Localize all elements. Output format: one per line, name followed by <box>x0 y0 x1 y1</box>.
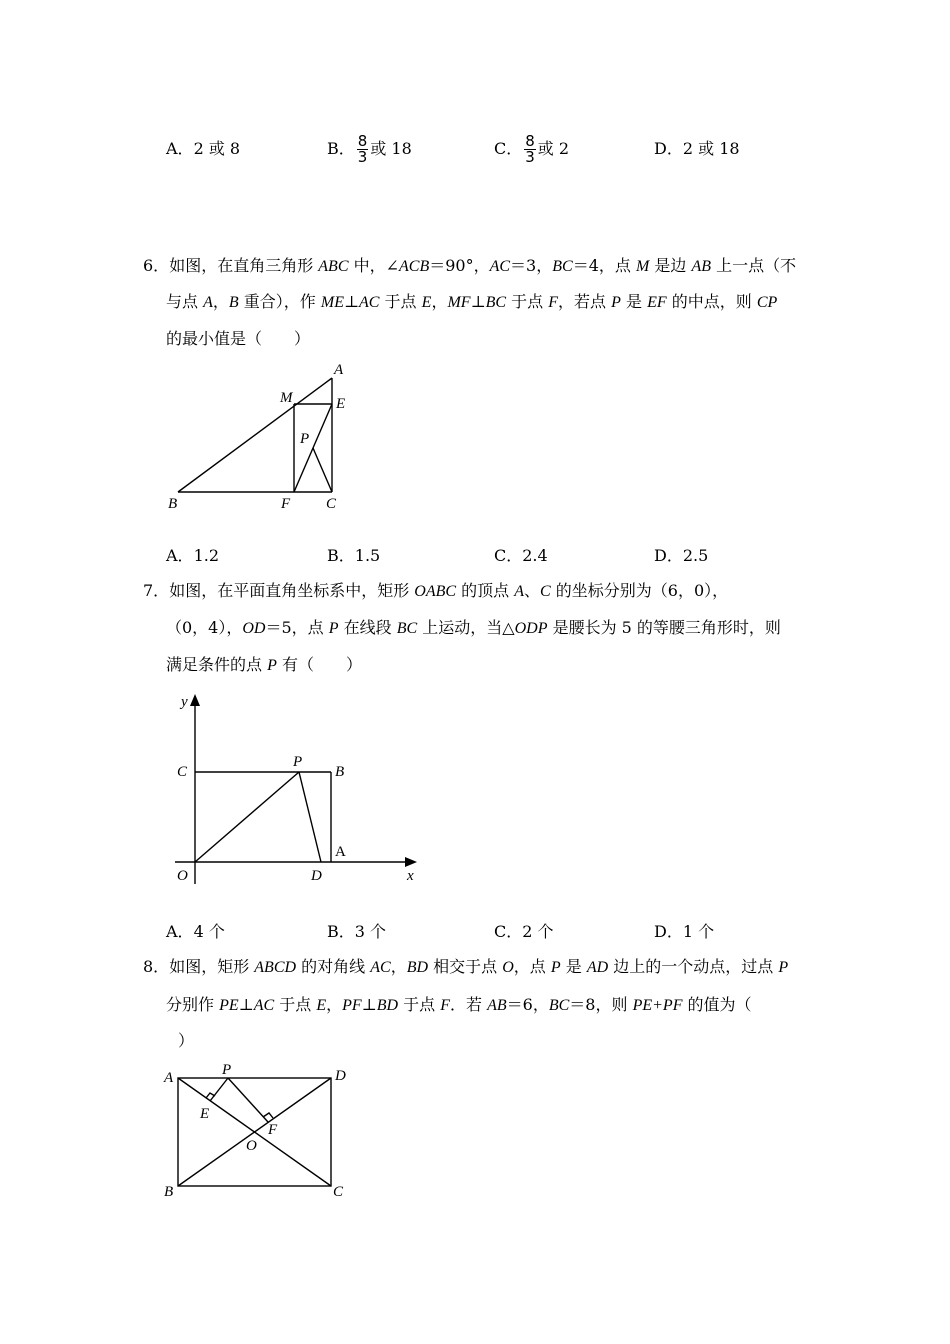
math-text: BC <box>485 294 507 311</box>
y-axis-arrow-icon <box>190 694 200 706</box>
fraction-denominator: 3 <box>357 148 368 166</box>
q6-line-2 <box>166 292 777 313</box>
q6-line-1 <box>143 256 796 277</box>
q8-figure <box>160 1060 360 1204</box>
text: 相交于点 <box>428 957 503 976</box>
option-label: C． <box>494 139 523 158</box>
math-text: P <box>778 959 789 976</box>
text: 与点 <box>166 292 204 311</box>
text: 重合），作 <box>238 292 321 311</box>
label-f: F <box>268 1122 278 1138</box>
q7-line-2 <box>166 618 781 639</box>
text: 于点 <box>506 292 549 311</box>
math-text: P <box>611 294 621 311</box>
math-text: P <box>328 620 339 637</box>
text: 分别作 <box>166 995 220 1014</box>
option-text: 3 个 <box>354 922 387 941</box>
math-text: OABC <box>414 583 457 600</box>
q6-line-3: 的最小值是（ ） <box>166 329 311 348</box>
math-text: E <box>421 294 432 311</box>
option-label: B． <box>327 546 355 565</box>
text: 是 <box>560 957 587 976</box>
q5-option-b <box>327 131 412 167</box>
math-text: O <box>502 959 514 976</box>
option-text: 2 或 8 <box>193 139 241 158</box>
q7-option-d <box>654 922 714 942</box>
text: 中，∠ <box>348 256 399 275</box>
option-label: D． <box>654 139 683 158</box>
math-text: AD <box>586 959 609 976</box>
math-text: B <box>228 294 239 311</box>
text: ，若点 <box>558 292 612 311</box>
option-label: B． <box>327 139 355 158</box>
math-text: AC <box>253 997 275 1014</box>
option-label: A． <box>166 922 194 941</box>
text: 满足条件的点 <box>166 655 268 674</box>
text: 的对角线 <box>296 957 371 976</box>
label-b: B <box>168 496 178 512</box>
math-text: + <box>652 997 663 1014</box>
q7-option-a <box>166 922 225 942</box>
option-label: A． <box>166 546 194 565</box>
text: 在线段 <box>338 618 397 637</box>
option-label: C． <box>494 546 523 565</box>
math-text: BD <box>406 959 429 976</box>
q8-line-3: ） <box>178 1031 195 1050</box>
text: ， <box>326 995 343 1014</box>
math-text: A <box>514 583 525 600</box>
math-text: P <box>550 959 561 976</box>
text: 于点 <box>274 995 317 1014</box>
label-c: C <box>177 764 188 780</box>
option-text: 1.2 <box>193 546 220 565</box>
text: 如图，在平面直角坐标系中，矩形 <box>169 581 415 600</box>
text: 于点 <box>379 292 422 311</box>
option-text: 或 2 <box>537 139 570 158</box>
question-number: 8． <box>143 957 170 976</box>
text: ， <box>431 292 448 311</box>
label-y: y <box>181 694 188 710</box>
label-m: M <box>280 390 293 406</box>
math-text: PF <box>342 997 362 1014</box>
text: 的顶点 <box>456 581 515 600</box>
q7-line-3 <box>166 655 362 676</box>
label-b: B <box>335 764 345 780</box>
option-label: C． <box>494 922 523 941</box>
text: ＝8，则 <box>569 995 633 1014</box>
label-p: P <box>222 1062 232 1078</box>
math-text: BC <box>548 997 570 1014</box>
text: ＝90°， <box>429 256 490 275</box>
text: 上运动，当△ <box>417 618 515 637</box>
label-b: B <box>164 1184 174 1200</box>
fraction <box>357 134 369 165</box>
option-label: D． <box>654 546 683 565</box>
text: ⊥ <box>238 995 254 1014</box>
text: ⊥ <box>361 995 377 1014</box>
label-d: D <box>335 1068 346 1084</box>
q6-option-b <box>327 546 380 566</box>
math-text: AC <box>359 294 380 311</box>
text: ⊥ <box>343 292 360 311</box>
text: ＝6， <box>506 995 549 1014</box>
label-a: A <box>164 1070 174 1086</box>
text: 是边 <box>649 256 692 275</box>
text: 的值为（ <box>682 995 752 1014</box>
q6-figure <box>160 356 360 516</box>
math-text: OD <box>242 620 266 637</box>
q7-option-c <box>494 922 554 942</box>
option-text: 1 个 <box>682 922 715 941</box>
text: 有（ ） <box>276 655 362 674</box>
q6-option-a <box>166 546 219 566</box>
q5-option-d <box>654 139 740 159</box>
x-axis-arrow-icon <box>405 857 417 867</box>
text: 上一点（不 <box>711 256 797 275</box>
q8-line-1 <box>143 957 788 978</box>
option-text: 2.4 <box>522 546 548 565</box>
q6-option-c <box>494 546 548 566</box>
label-e: E <box>336 396 346 412</box>
text: 是 <box>620 292 648 311</box>
math-text: AC <box>489 258 511 275</box>
option-text: 或 18 <box>370 139 412 158</box>
math-text: AC <box>370 959 391 976</box>
q6-option-d <box>654 546 708 566</box>
math-text: AB <box>487 997 507 1014</box>
text: ⊥ <box>470 292 486 311</box>
math-text: ABCD <box>254 959 297 976</box>
math-text: BD <box>376 997 399 1014</box>
math-text: AB <box>691 258 712 275</box>
label-d: D <box>311 868 322 884</box>
math-text: PE <box>219 997 239 1014</box>
label-p: P <box>300 431 310 447</box>
label-a: A <box>335 844 346 860</box>
math-text: E <box>316 997 327 1014</box>
text: 于点 <box>398 995 441 1014</box>
text: 如图，矩形 <box>169 957 255 976</box>
label-o: O <box>177 868 188 884</box>
text: （0，4）， <box>166 618 243 637</box>
math-text: PE <box>632 997 653 1014</box>
text: 、 <box>524 581 541 600</box>
q7-figure <box>165 684 430 889</box>
option-text: 2 或 18 <box>682 139 740 158</box>
fraction-numerator: 8 <box>357 132 368 150</box>
option-label: D． <box>654 922 683 941</box>
fraction <box>524 134 536 165</box>
math-text: ME <box>320 294 344 311</box>
option-label: A． <box>166 139 194 158</box>
math-text: PF <box>662 997 683 1014</box>
text: 如图，在直角三角形 <box>169 256 319 275</box>
label-o: O <box>246 1138 257 1154</box>
option-text: 4 个 <box>193 922 225 941</box>
math-text: F <box>548 294 559 311</box>
text: ＝4，点 <box>572 256 636 275</box>
math-text: ODP <box>514 620 548 637</box>
q7-option-b <box>327 922 386 942</box>
text: ＝3， <box>510 256 553 275</box>
label-f: F <box>281 496 291 512</box>
label-c: C <box>326 496 337 512</box>
option-text: 1.5 <box>354 546 381 565</box>
text: ＝5，点 <box>265 618 329 637</box>
text: ，点 <box>513 957 551 976</box>
text: ．若 <box>450 995 488 1014</box>
q8-line-2 <box>166 995 752 1016</box>
question-number: 6． <box>143 256 170 275</box>
text: 边上的一个动点，过点 <box>608 957 779 976</box>
option-text: 2.5 <box>682 546 709 565</box>
text: 是腰长为 5 的等腰三角形时，则 <box>547 618 781 637</box>
option-text: 2 个 <box>522 922 554 941</box>
label-e: E <box>200 1106 210 1122</box>
math-text: EF <box>647 294 667 311</box>
text: ， <box>390 957 407 976</box>
text: ， <box>212 292 229 311</box>
label-a: A <box>334 362 344 378</box>
label-c: C <box>333 1184 344 1200</box>
math-text: BC <box>396 620 418 637</box>
math-text: C <box>540 583 551 600</box>
math-text: F <box>440 997 451 1014</box>
text: 的中点，则 <box>666 292 757 311</box>
segment-pf <box>228 1078 268 1122</box>
option-label: B． <box>327 922 355 941</box>
q7-line-1 <box>143 581 728 602</box>
q5-option-c <box>494 131 569 167</box>
math-text: MF <box>447 294 471 311</box>
math-text: ACB <box>399 258 430 275</box>
label-p: P <box>293 754 303 770</box>
fraction-numerator: 8 <box>525 132 535 150</box>
math-text: A <box>203 294 213 311</box>
segment-op <box>195 772 299 862</box>
fraction-denominator: 3 <box>525 148 535 166</box>
math-text: ABC <box>318 258 349 275</box>
segment-pd <box>299 772 321 862</box>
math-text: P <box>267 657 277 674</box>
math-text: M <box>635 258 650 275</box>
math-text: CP <box>756 294 778 311</box>
text: 的坐标分别为（6，0）， <box>550 581 729 600</box>
segment-pe <box>210 1078 228 1101</box>
q5-option-a <box>166 139 240 159</box>
question-number: 7． <box>143 581 170 600</box>
math-text: BC <box>552 258 573 275</box>
segment-pc <box>313 448 332 492</box>
label-x: x <box>407 868 414 884</box>
